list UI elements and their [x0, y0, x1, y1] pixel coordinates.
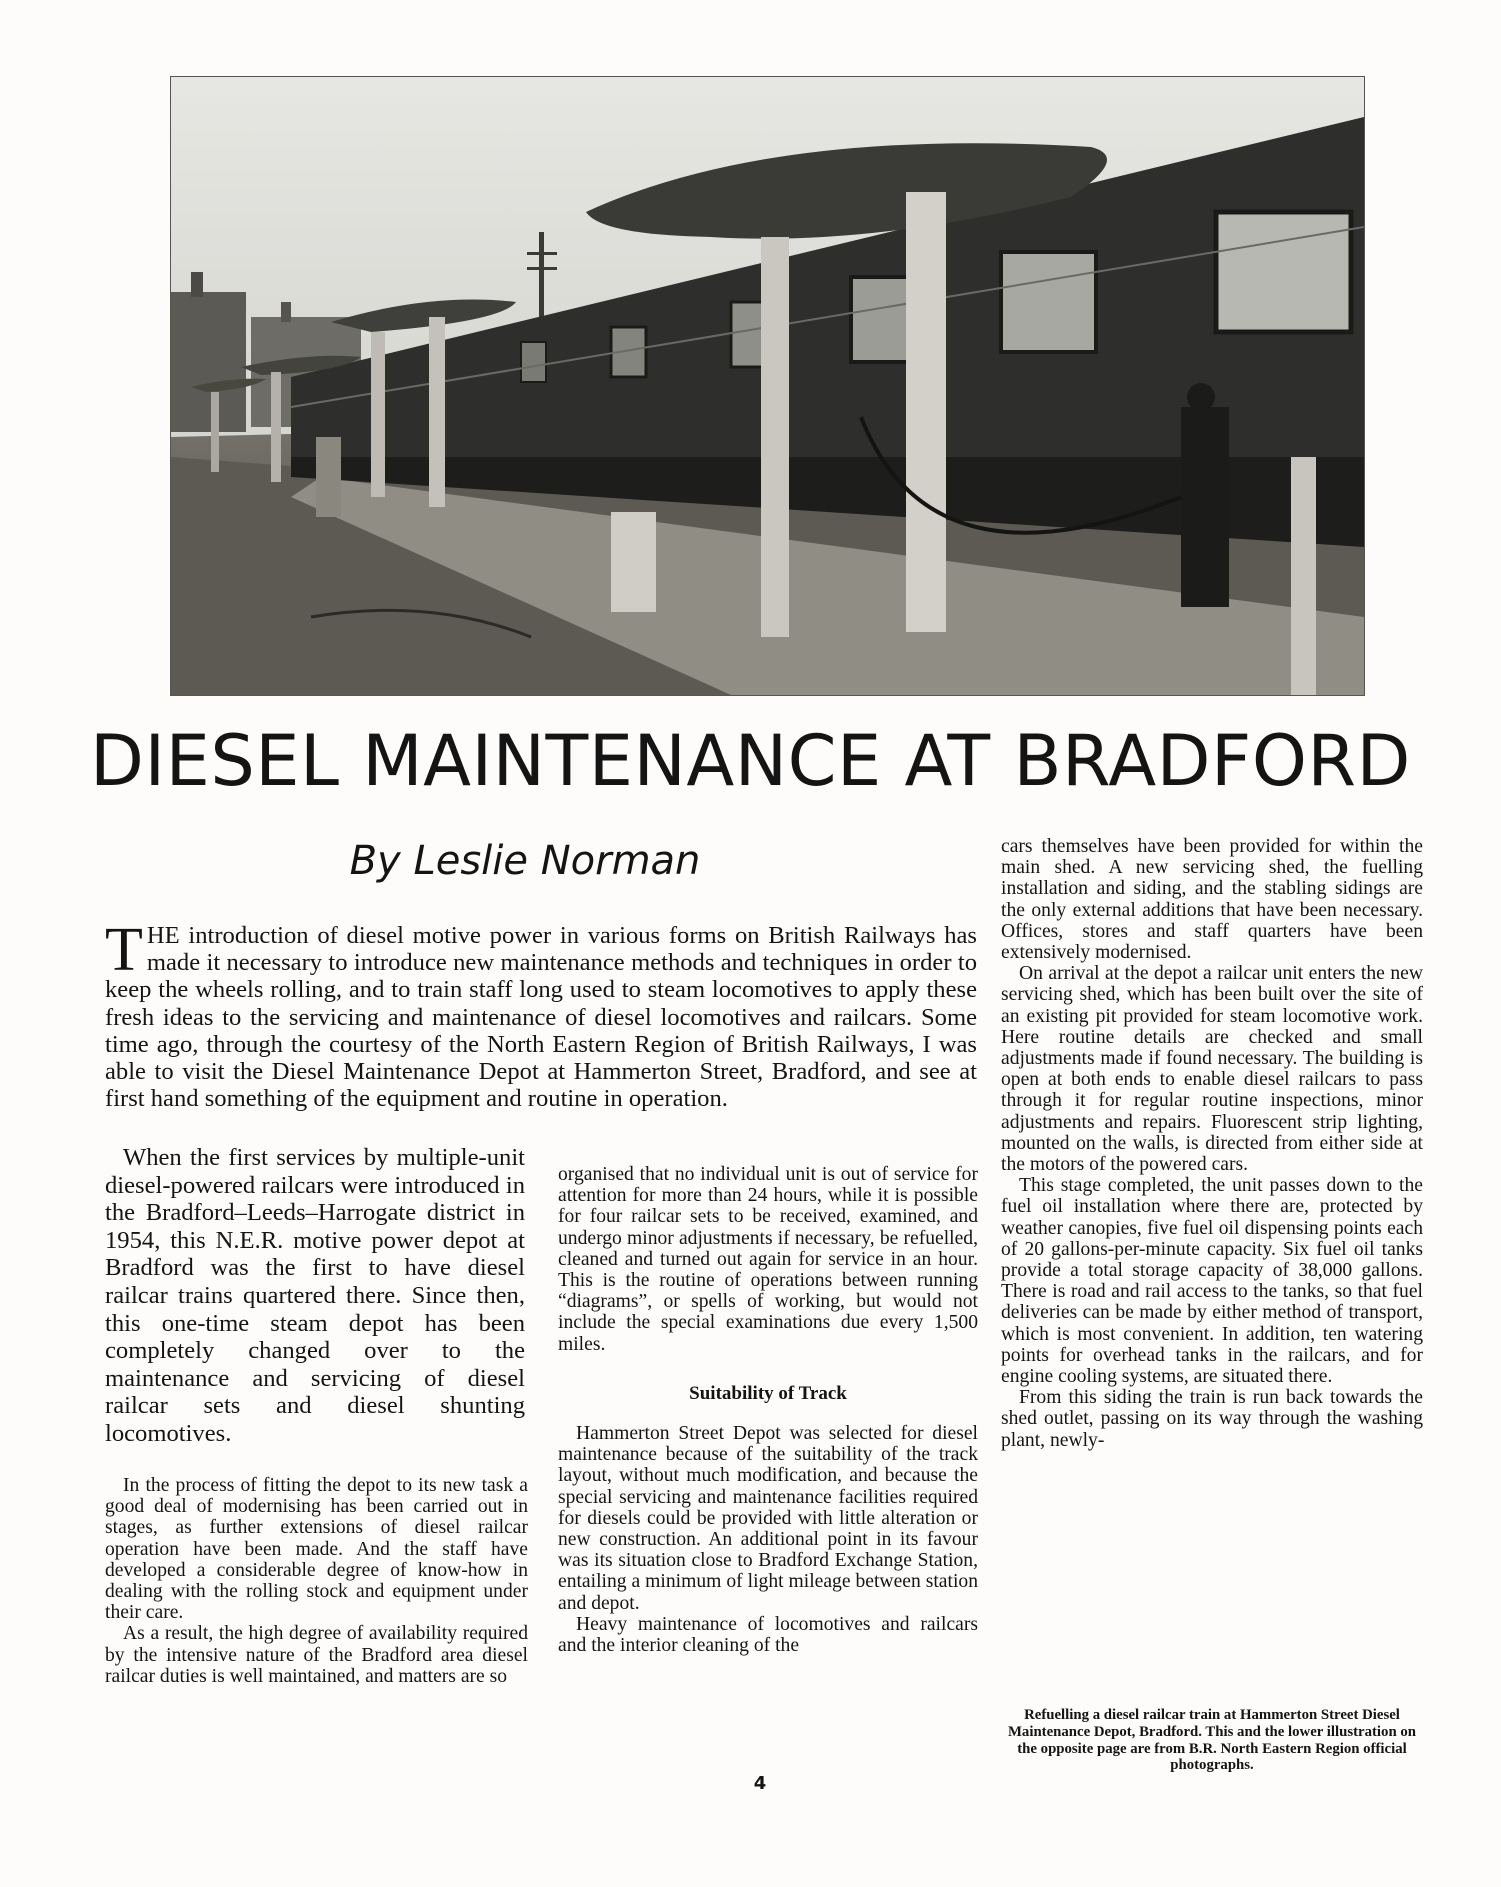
byline: By Leslie Norman [349, 838, 701, 884]
column-3 [1001, 836, 1423, 1451]
col2-paragraph-2: Hammerton Street Depot was selected for diesel maintenance because of the suitability of the track layout, without much modification, and because the special servicing and maintenance facilities required for diesels could be provided with little alteration or new construction. An additional point in its favour was its situation close to Bradford Exchange Station, entailing a minimum of light mileage between station and depot. [558, 1423, 978, 1614]
col3-paragraph-1: cars themselves have been provided for within the main shed. A new servicing shed, the fuelling installation and siding, and the stabling sidings are the only external additions that have been necessary. Offices, stores and staff quarters have been extensively modernised. [1001, 836, 1423, 964]
column-2 [558, 1164, 978, 1656]
col3-paragraph-2: On arrival at the depot a railcar unit enters the new servicing shed, which has been built over the site of an existing pit provided for steam locomotive work. Here routine details are checked and small adjustments made if found necessary. The building is open at both ends to enable diesel railcars to pass through it for regular routine inspections, minor adjustments and repairs. Fluorescent strip lighting, mounted on the walls, is directed from either side at the motors of the powered cars. [1001, 963, 1423, 1176]
col3-paragraph-4: From this siding the train is run back towards the shed outlet, passing on its way through the washing plant, newly- [1001, 1387, 1423, 1451]
article-title: DIESEL MAINTENANCE AT BRADFORD [90, 720, 1411, 802]
col2-paragraph-1: organised that no individual unit is out of service for attention for more than 24 hours, while it is possible for four railcar sets to be received, examined, and undergo minor adjustments if necessary, be refuelled, cleaned and turned out again for service in an hour. This is the routine of operations between running “diagrams”, or spells of working, but would not include the special examinations due every 1,500 miles. [558, 1164, 978, 1355]
refuelling-photo [170, 76, 1365, 696]
col1-paragraph-1: When the first services by multiple-unit diesel-powered railcars were introduced in the Bradford–Leeds–Harrogate district in 1954, this N.E.R. motive power depot at Bradford was the first to have diesel railcar trains quartered there. Since then, this one-time steam depot has been completely changed over to the maintenance and servicing of diesel railcar sets and diesel shunting locomotives. [105, 1144, 525, 1447]
drop-cap: T [105, 916, 143, 984]
col2-paragraph-3: Heavy maintenance of locomotives and railcars and the interior cleaning of the [558, 1613, 978, 1657]
intro-paragraph [105, 916, 977, 1113]
intro-text: HE introduction of diesel motive power in various forms on British Railways has made it necessary to introduce new maintenance methods and techniques in order to keep the wheels rolling, and to train staff long used to steam locomotives to apply these fresh ideas to the servicing and maintenance of diesel locomotives and railcars. Some time ago, through the courtesy of the North Eastern Region of British Railways, I was able to visit the Diesel Maintenance Depot at Hammerton Street, Bradford, and see at first hand something of the equipment and routine in operation. [105, 922, 977, 1113]
photo-caption: Refuelling a diesel railcar train at Hammerton Street Diesel Maintenance Depot, Bradford. This and the lower illustration on the opposite page are from B.R. North Eastern Region official photographs. [1007, 1707, 1417, 1774]
column-1 [105, 1475, 528, 1687]
col3-paragraph-3: This stage completed, the unit passes down to the fuel oil installation where there are, protected by weather canopies, five fuel oil dispensing points each of 20 gallons-per-minute capacity. Six fuel oil tanks provide a total storage capacity of 38,000 gallons. There is road and rail access to the tanks, so that fuel deliveries can be made by either method of transport, which is most convenient. In addition, ten watering points for overhead tanks in the railcars, and for engine cooling systems, are situated there. [1001, 1175, 1423, 1388]
col1-paragraph-2: In the process of fitting the depot to its new task a good deal of modernising has been carried out in stages, as further extensions of diesel railcar operation have been made. And the staff have developed a considerable degree of know-how in dealing with the rolling stock and equipment under their care. [105, 1475, 528, 1624]
page-number: 4 [753, 1773, 767, 1794]
column-1-lead [105, 1144, 525, 1448]
col1-paragraph-3: As a result, the high degree of availability required by the intensive nature of the Bradford area diesel railcar duties is well maintained, and matters are so [105, 1623, 528, 1687]
section-heading: Suitability of Track [689, 1382, 847, 1404]
